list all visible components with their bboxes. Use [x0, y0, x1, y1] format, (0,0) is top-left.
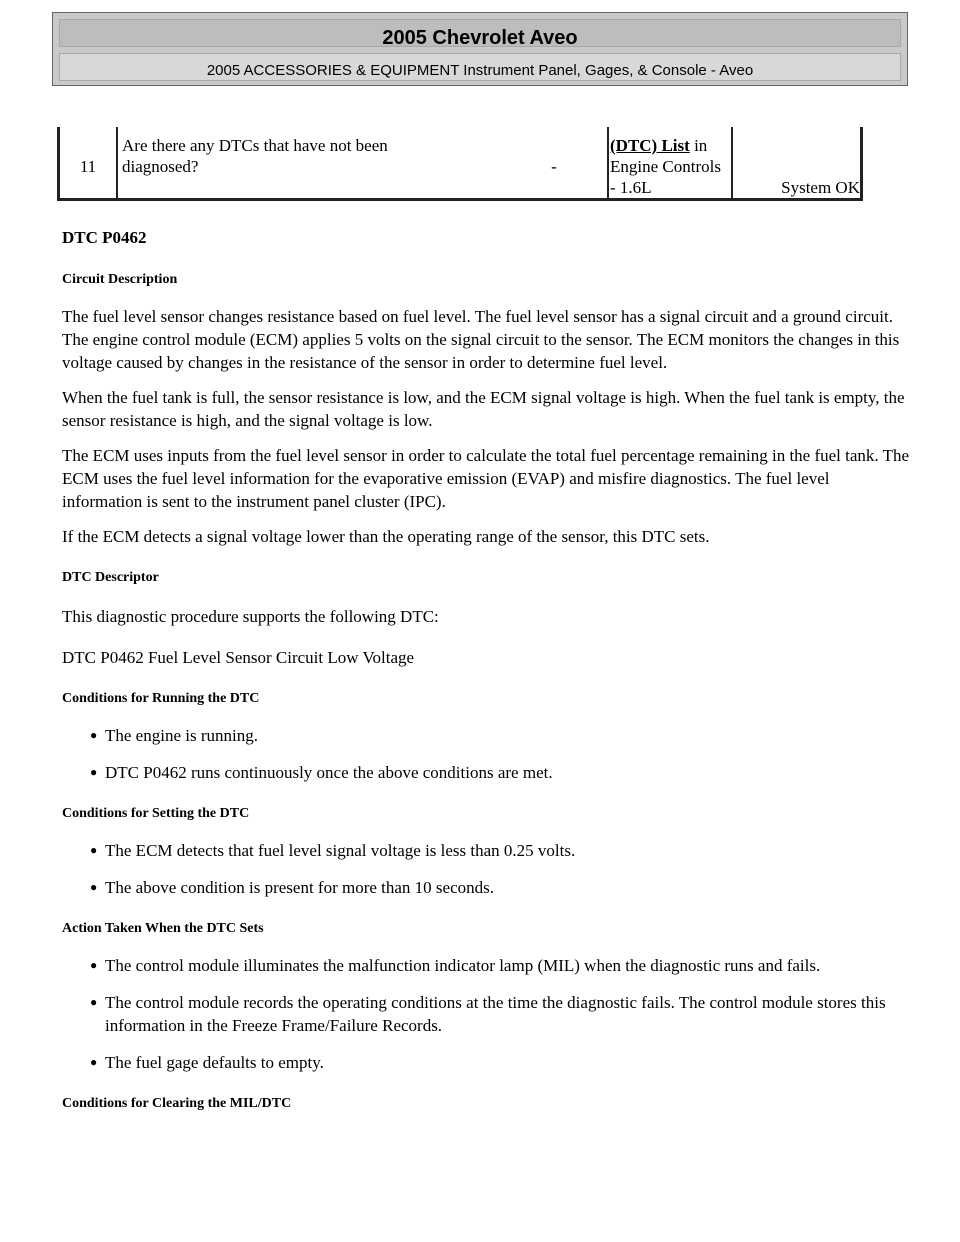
diagnostic-table-row: [57, 127, 863, 201]
document-body: [62, 210, 912, 1115]
paragraph: When the fuel tank is full, the sensor resistance is low, and the ECM signal voltage is high. When the fuel tank is empty, the sensor resistance is high, and the signal voltage is low.: [62, 388, 905, 430]
step-yes-line1: [610, 135, 707, 156]
list-item: ● The engine is running.: [90, 726, 258, 745]
section-heading: Circuit Description: [62, 272, 178, 287]
table-divider: [731, 127, 733, 198]
paragraph: The ECM uses inputs from the fuel level sensor in order to calculate the total fuel percentage remaining in the fuel tank. The ECM uses the fuel level information for the evaporative emission (EVAP) and misfire diagnostics. The fuel level information is sent to the instrument panel cluster (IPC).: [62, 446, 910, 511]
list-item: ● The fuel gage defaults to empty.: [90, 1053, 324, 1072]
section-heading: Conditions for Running the DTC: [62, 691, 260, 706]
bullet-icon: ●: [90, 765, 98, 779]
section-heading: Conditions for Clearing the MIL/DTC: [62, 1096, 292, 1111]
section-heading: DTC Descriptor: [62, 570, 159, 585]
list-item: ● The control module records the operating conditions at the time the diagnostic fails. The control module stores this information in the Freeze Frame/Failure Records.: [90, 993, 886, 1035]
step-yes-line2: Engine Controls: [610, 157, 721, 176]
paragraph: This diagnostic procedure supports the following DTC:: [62, 607, 439, 626]
list-item: ● The above condition is present for more than 10 seconds.: [90, 878, 495, 897]
step-value: -: [551, 157, 557, 176]
dtc-list-link[interactable]: (DTC) List: [610, 136, 690, 155]
paragraph: DTC P0462 Fuel Level Sensor Circuit Low Voltage: [62, 648, 415, 667]
bullet-icon: ●: [90, 958, 98, 972]
list-item: ● DTC P0462 runs continuously once the above conditions are met.: [90, 763, 553, 782]
paragraph: The fuel level sensor changes resistance based on fuel level. The fuel level sensor has a signal circuit and a ground circuit. The engine control module (ECM) applies 5 volts on the signal circuit to the sensor. The ECM monitors the changes in this voltage caused by changes in the resistance of the sensor in order to determine fuel level.: [62, 307, 900, 372]
list-item: ● The ECM detects that fuel level signal voltage is less than 0.25 volts.: [90, 841, 576, 860]
bullet-icon: ●: [90, 1055, 98, 1069]
document-subtitle: 2005 ACCESSORIES & EQUIPMENT Instrument Panel, Gages, & Console - Aveo: [206, 62, 754, 79]
document-title: 2005 Chevrolet Aveo: [382, 27, 578, 49]
step-yes-line1-rest: in: [689, 136, 708, 155]
bullet-icon: ●: [90, 843, 98, 857]
table-divider: [116, 127, 118, 198]
list-item: ● The control module illuminates the malfunction indicator lamp (MIL) when the diagnostic runs and fails.: [90, 956, 821, 975]
step-yes-line3: - 1.6L: [610, 178, 652, 197]
step-action-line2: diagnosed?: [122, 157, 199, 176]
bullet-list: [62, 839, 912, 899]
bullet-list: [62, 724, 912, 784]
paragraph: If the ECM detects a signal voltage lower than the operating range of the sensor, this DTC sets.: [62, 527, 710, 546]
page-header: [52, 12, 908, 86]
step-number: 11: [79, 157, 97, 176]
section-heading: Action Taken When the DTC Sets: [62, 921, 264, 936]
section-heading: Conditions for Setting the DTC: [62, 806, 250, 821]
bullet-icon: ●: [90, 880, 98, 894]
bullet-icon: ●: [90, 995, 98, 1009]
step-no: System OK: [781, 178, 860, 197]
bullet-icon: ●: [90, 728, 98, 742]
step-action-line1: Are there any DTCs that have not been: [122, 136, 388, 155]
bullet-list: [62, 954, 912, 1074]
dtc-title: DTC P0462: [62, 228, 147, 247]
